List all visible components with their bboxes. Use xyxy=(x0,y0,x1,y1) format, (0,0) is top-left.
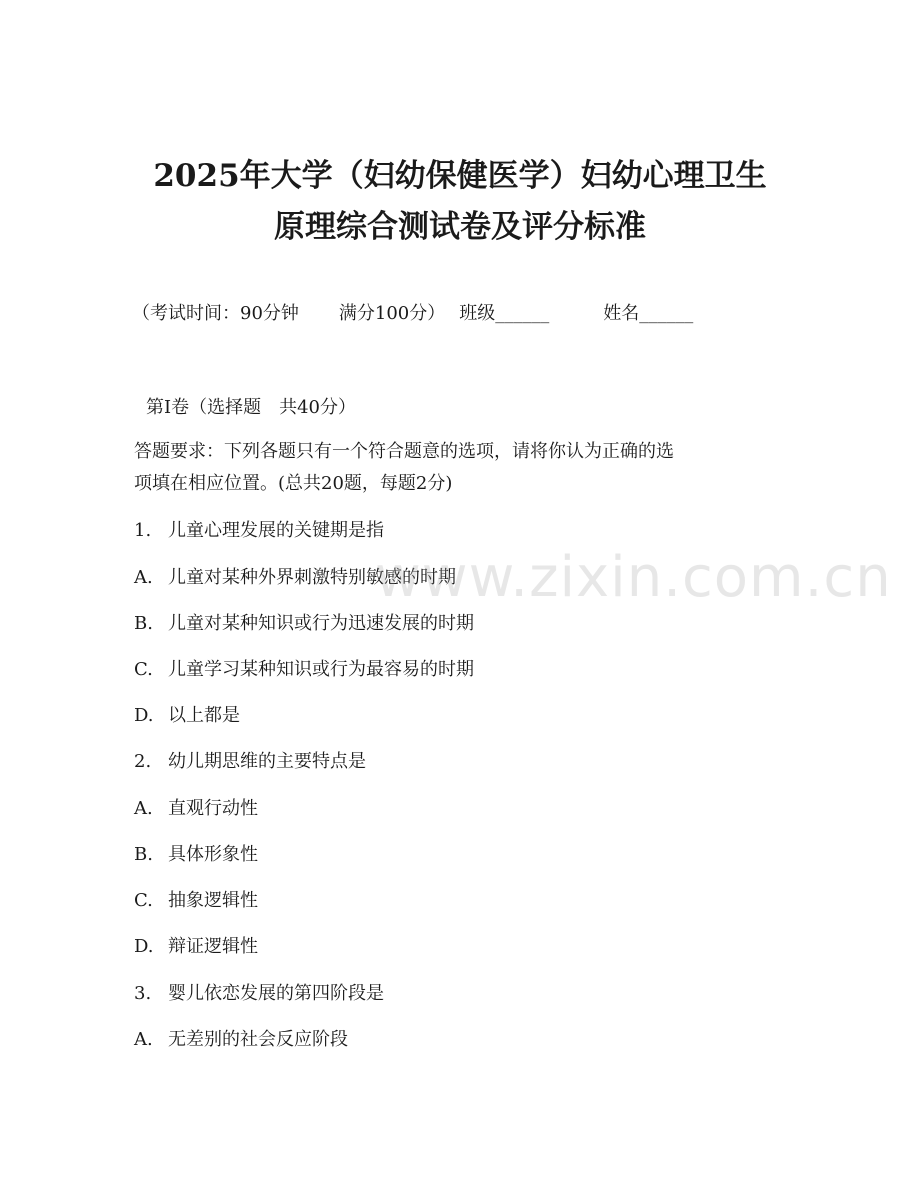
question-stem xyxy=(134,750,366,774)
name-field: 姓名______ xyxy=(603,303,694,324)
answer-option xyxy=(134,935,258,959)
option-letter: A. xyxy=(134,567,153,588)
option-letter: C. xyxy=(134,659,153,680)
question-text: 婴儿依恋发展的第四阶段是 xyxy=(168,983,384,1004)
option-letter: C. xyxy=(134,890,153,911)
answer-option xyxy=(134,843,258,867)
answer-option xyxy=(134,612,474,636)
answer-option xyxy=(134,889,258,913)
question-number: 1. xyxy=(134,520,152,541)
option-text: 无差别的社会反应阶段 xyxy=(168,1029,348,1050)
class-field: 班级______ xyxy=(459,303,550,324)
exam-full-score: 满分100分） xyxy=(338,303,446,324)
exam-time: （考试时间：90分钟 xyxy=(132,303,299,324)
answer-option xyxy=(134,797,258,821)
document-title-line-1: 2025年大学（妇幼保健医学）妇幼心理卫生 xyxy=(153,158,767,194)
section-title: 第Ⅰ卷（选择题 共40分） xyxy=(146,397,357,418)
answer-option xyxy=(134,566,456,590)
option-text: 以上都是 xyxy=(168,705,240,726)
option-letter: D. xyxy=(134,705,154,726)
option-letter: A. xyxy=(134,1029,153,1050)
question-stem xyxy=(134,982,384,1006)
option-text: 儿童对某种外界刺激特别敏感的时期 xyxy=(168,567,456,588)
site-watermark: www.zixin.com.cn xyxy=(375,545,892,610)
option-text: 儿童对某种知识或行为迅速发展的时期 xyxy=(168,613,474,634)
option-text: 儿童学习某种知识或行为最容易的时期 xyxy=(168,659,474,680)
answer-option xyxy=(134,704,240,728)
answer-requirement-line-1: 答题要求：下列各题只有一个符合题意的选项，请将你认为正确的选 xyxy=(134,441,674,462)
question-number: 2. xyxy=(134,751,152,772)
option-text: 直观行动性 xyxy=(168,798,258,819)
option-letter: B. xyxy=(134,844,153,865)
option-text: 辩证逻辑性 xyxy=(168,936,258,957)
document-title-line-2: 原理综合测试卷及评分标准 xyxy=(274,209,646,245)
question-stem xyxy=(134,519,384,543)
question-number: 3. xyxy=(134,983,152,1004)
option-letter: B. xyxy=(134,613,153,634)
question-text: 幼儿期思维的主要特点是 xyxy=(168,751,366,772)
option-letter: A. xyxy=(134,798,153,819)
option-text: 抽象逻辑性 xyxy=(168,890,258,911)
option-letter: D. xyxy=(134,936,154,957)
option-text: 具体形象性 xyxy=(168,844,258,865)
question-text: 儿童心理发展的关键期是指 xyxy=(168,520,384,541)
exam-info-line xyxy=(132,302,693,326)
answer-requirement-line-2: 项填在相应位置。(总共20题，每题2分) xyxy=(134,473,453,494)
answer-option xyxy=(134,658,474,682)
answer-option xyxy=(134,1028,348,1052)
